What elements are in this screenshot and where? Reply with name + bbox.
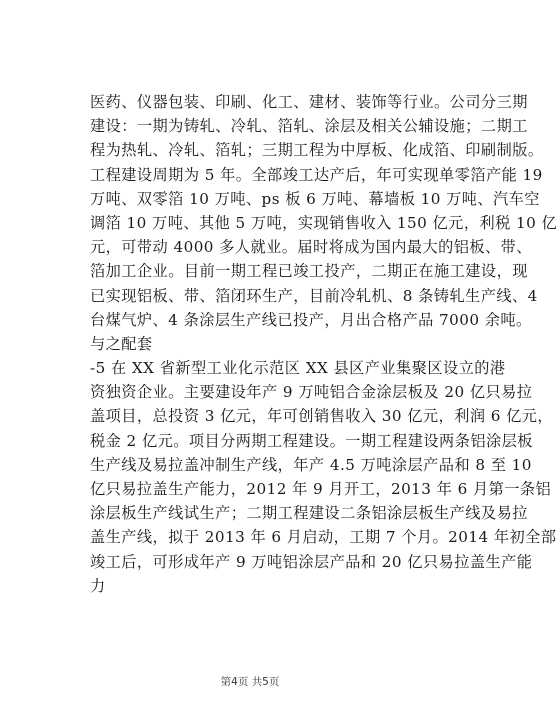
text-line: 已实现铝板、带、箔闭环生产，目前冷轧机、8 条铸轧生产线、4 (90, 286, 538, 305)
text-line: 涂层板生产线试生产；二期工程建设二条铝涂层板生产线及易拉 (90, 504, 528, 523)
text-line: 箔加工企业。目前一期工程已竣工投产，二期正在施工建设，现 (90, 262, 528, 281)
text-line: 调箔 10 万吨、其他 5 万吨，实现销售收入 150 亿元，利税 10 亿 (90, 213, 557, 232)
text-line: 元，可带动 4000 多人就业。届时将成为国内最大的铝板、带、 (90, 238, 532, 257)
text-line: 工程建设周期为 5 年。全部竣工达产后，年可实现单零箔产能 19 (90, 165, 543, 184)
text-line: 竣工后，可形成年产 9 万吨铝涂层产品和 20 亿只易拉盖生产能 (90, 552, 533, 571)
text-line: 生产线及易拉盖冲制生产线，年产 4.5 万吨涂层产品和 8 至 10 (90, 455, 532, 474)
body-text (90, 90, 557, 598)
text-line: 税金 2 亿元。项目分两期工程建设。一期工程建设两条铝涂层板 (90, 431, 533, 450)
text-line: 亿只易拉盖生产能力，2012 年 9 月开工，2013 年 6 月第一条铝 (90, 480, 552, 498)
text-line: -5 在 XX 省新型工业化示范区 XX 县区产业集聚区设立的港 (90, 359, 506, 378)
text-line: 医药、仪器包装、印刷、化工、建材、装饰等行业。公司分三期 (90, 93, 528, 111)
text-line: 资独资企业。主要建设年产 9 万吨铝合金涂层板及 20 亿只易拉 (90, 383, 533, 402)
text-line: 台煤气炉、4 条涂层生产线已投产，月出合格产品 7000 余吨。 (90, 310, 532, 329)
text-line: 力 (90, 576, 106, 595)
text-line: 盖生产线，拟于 2013 年 6 月启动，工期 7 个月。2014 年初全部 (90, 528, 557, 547)
text-line: 盖项目，总投资 3 亿元，年可创销售收入 30 亿元，利润 6 亿元， (90, 407, 554, 426)
text-line: 程为热轧、冷轧、箔轧；三期工程为中厚板、化成箔、印刷制版。 (90, 141, 544, 160)
page-number: 第4页 共5页 (220, 676, 280, 688)
text-line: 万吨、双零箔 10 万吨、ps 板 6 万吨、幕墙板 10 万吨、汽车空 (90, 189, 540, 208)
text-line: 建设：一期为铸轧、冷轧、箔轧、涂层及相关公辅设施；二期工 (90, 117, 528, 136)
text-line: 与之配套 (90, 334, 153, 353)
